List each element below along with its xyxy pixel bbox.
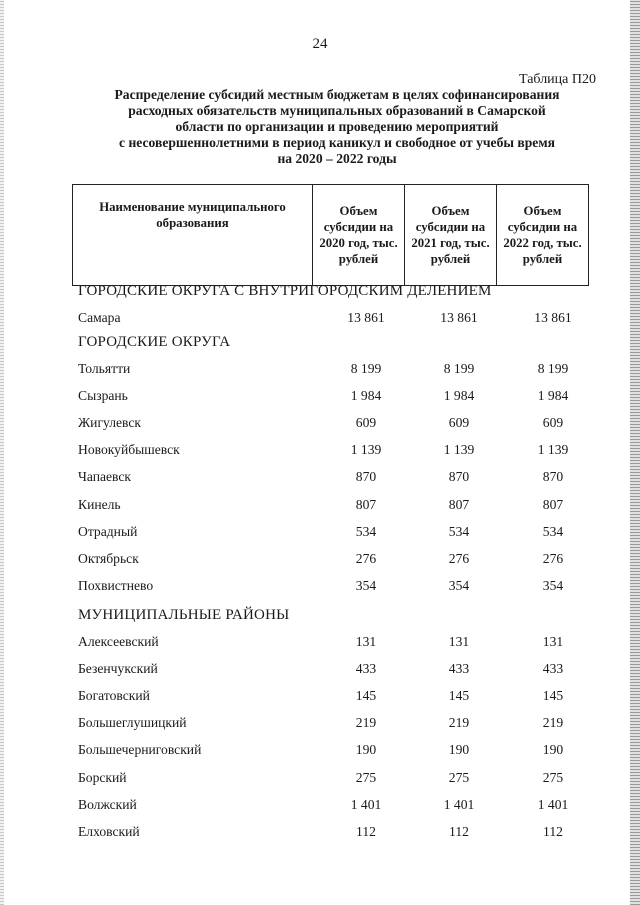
value-2022: 112 [543, 823, 563, 839]
value-2020: 1 984 [350, 388, 382, 404]
value-2021: 131 [448, 634, 470, 649]
value-2020: 870 [355, 469, 377, 485]
value-2020: 13 861 [347, 310, 385, 325]
value-2021: 219 [448, 715, 470, 731]
value-2021: 807 [448, 496, 470, 512]
municipality-name: Кинель [78, 496, 121, 512]
value-2021: 276 [448, 550, 470, 566]
municipality-name: Алексеевский [78, 634, 159, 649]
value-2020: 112 [356, 823, 376, 839]
header-2022: Объем субсидии на 2022 год, тыс. рублей [497, 185, 589, 286]
value-2022: 1 984 [537, 388, 569, 404]
value-2020: 275 [355, 769, 377, 785]
municipality-name: Похвистнево [78, 577, 154, 593]
municipality-name: Елховский [78, 823, 140, 839]
value-2021: 534 [448, 523, 470, 539]
value-2020: 131 [355, 634, 377, 649]
table-row [78, 388, 618, 408]
value-2022: 807 [542, 496, 564, 512]
value-2020: 276 [355, 550, 377, 566]
table-row [78, 661, 618, 681]
table-row [78, 497, 618, 517]
table-row [78, 415, 618, 435]
section-heading: МУНИЦИПАЛЬНЫЕ РАЙОНЫ [78, 607, 290, 623]
value-2022: 190 [542, 742, 564, 758]
table-row [78, 715, 618, 735]
value-2022: 433 [542, 661, 564, 677]
value-2021: 145 [448, 688, 470, 704]
value-2020: 8 199 [350, 361, 382, 376]
value-2020: 1 401 [350, 796, 382, 812]
value-2021: 870 [448, 469, 470, 485]
scan-edge-right [630, 0, 640, 905]
value-2020: 219 [355, 715, 377, 731]
scan-edge-left [0, 0, 4, 905]
table-row [78, 578, 618, 598]
value-2021: 609 [448, 415, 470, 431]
municipality-name: Безенчукский [78, 661, 158, 677]
value-2021: 354 [448, 577, 470, 593]
table-row [78, 634, 618, 654]
value-2022: 534 [542, 523, 564, 539]
value-2022: 13 861 [534, 310, 572, 325]
municipality-name: Октябрьск [78, 550, 139, 566]
value-2021: 13 861 [440, 310, 478, 325]
table-row [78, 797, 618, 817]
value-2020: 534 [355, 523, 377, 539]
value-2020: 190 [355, 742, 377, 758]
header-2021: Объем субсидии на 2021 год, тыс. рублей [405, 185, 497, 286]
municipality-name: Большечерниговский [78, 742, 202, 758]
value-2022: 219 [542, 715, 564, 731]
value-2020: 807 [355, 496, 377, 512]
municipality-name: Большеглушицкий [78, 715, 187, 731]
table-row [78, 688, 618, 708]
table-row [78, 742, 618, 762]
table-row [78, 310, 618, 330]
value-2022: 870 [542, 469, 564, 485]
table-row [78, 551, 618, 571]
value-2020: 145 [355, 688, 377, 704]
municipality-name: Борский [78, 769, 127, 785]
section-heading: ГОРОДСКИЕ ОКРУГА С ВНУТРИГОРОДСКИМ ДЕЛЕНИЕМ [78, 283, 492, 299]
document-title: Распределение субсидий местным бюджетам в целях софинансирования расходных обязательств муниципальных образований в Самарской области по организации и проведению мероприятий с несовершеннолетними в период каникул и свободное от учебы время на 2020 – 2022 годы [114, 87, 560, 166]
value-2021: 112 [449, 823, 469, 839]
municipality-name: Новокуйбышевск [78, 442, 180, 458]
section-heading: ГОРОДСКИЕ ОКРУГА [78, 334, 231, 350]
table-row [78, 770, 618, 790]
value-2020: 354 [355, 577, 377, 593]
value-2021: 1 984 [443, 388, 475, 404]
table-label: Таблица П20 [519, 72, 596, 87]
value-2020: 1 139 [350, 442, 382, 458]
value-2022: 275 [542, 769, 564, 785]
municipality-name: Жигулевск [78, 415, 142, 431]
value-2021: 1 139 [443, 442, 475, 458]
municipality-name: Тольятти [78, 361, 131, 376]
header-2020: Объем субсидии на 2020 год, тыс. рублей [313, 185, 405, 286]
table-header [72, 184, 589, 286]
value-2022: 354 [542, 577, 564, 593]
table-row [78, 824, 618, 844]
value-2020: 433 [355, 661, 377, 677]
value-2022: 8 199 [537, 361, 569, 376]
header-municipality: Наименование муниципального образования [73, 185, 313, 286]
municipality-name: Самара [78, 310, 121, 325]
value-2022: 145 [542, 688, 564, 704]
value-2022: 609 [542, 415, 564, 431]
value-2021: 1 401 [443, 796, 475, 812]
municipality-name: Отрадный [78, 523, 138, 539]
table-row [78, 361, 618, 381]
value-2021: 275 [448, 769, 470, 785]
value-2022: 131 [542, 634, 564, 649]
value-2022: 1 401 [537, 796, 569, 812]
municipality-name: Волжский [78, 796, 137, 812]
table-row [78, 442, 618, 462]
value-2021: 8 199 [443, 361, 475, 376]
municipality-name: Чапаевск [78, 469, 132, 485]
value-2021: 190 [448, 742, 470, 758]
table-row [78, 524, 618, 544]
table-row [78, 469, 618, 489]
page-number: 24 [312, 36, 328, 52]
municipality-name: Сызрань [78, 388, 128, 404]
municipality-name: Богатовский [78, 688, 150, 704]
value-2021: 433 [448, 661, 470, 677]
value-2020: 609 [355, 415, 377, 431]
value-2022: 1 139 [537, 442, 569, 458]
value-2022: 276 [542, 550, 564, 566]
